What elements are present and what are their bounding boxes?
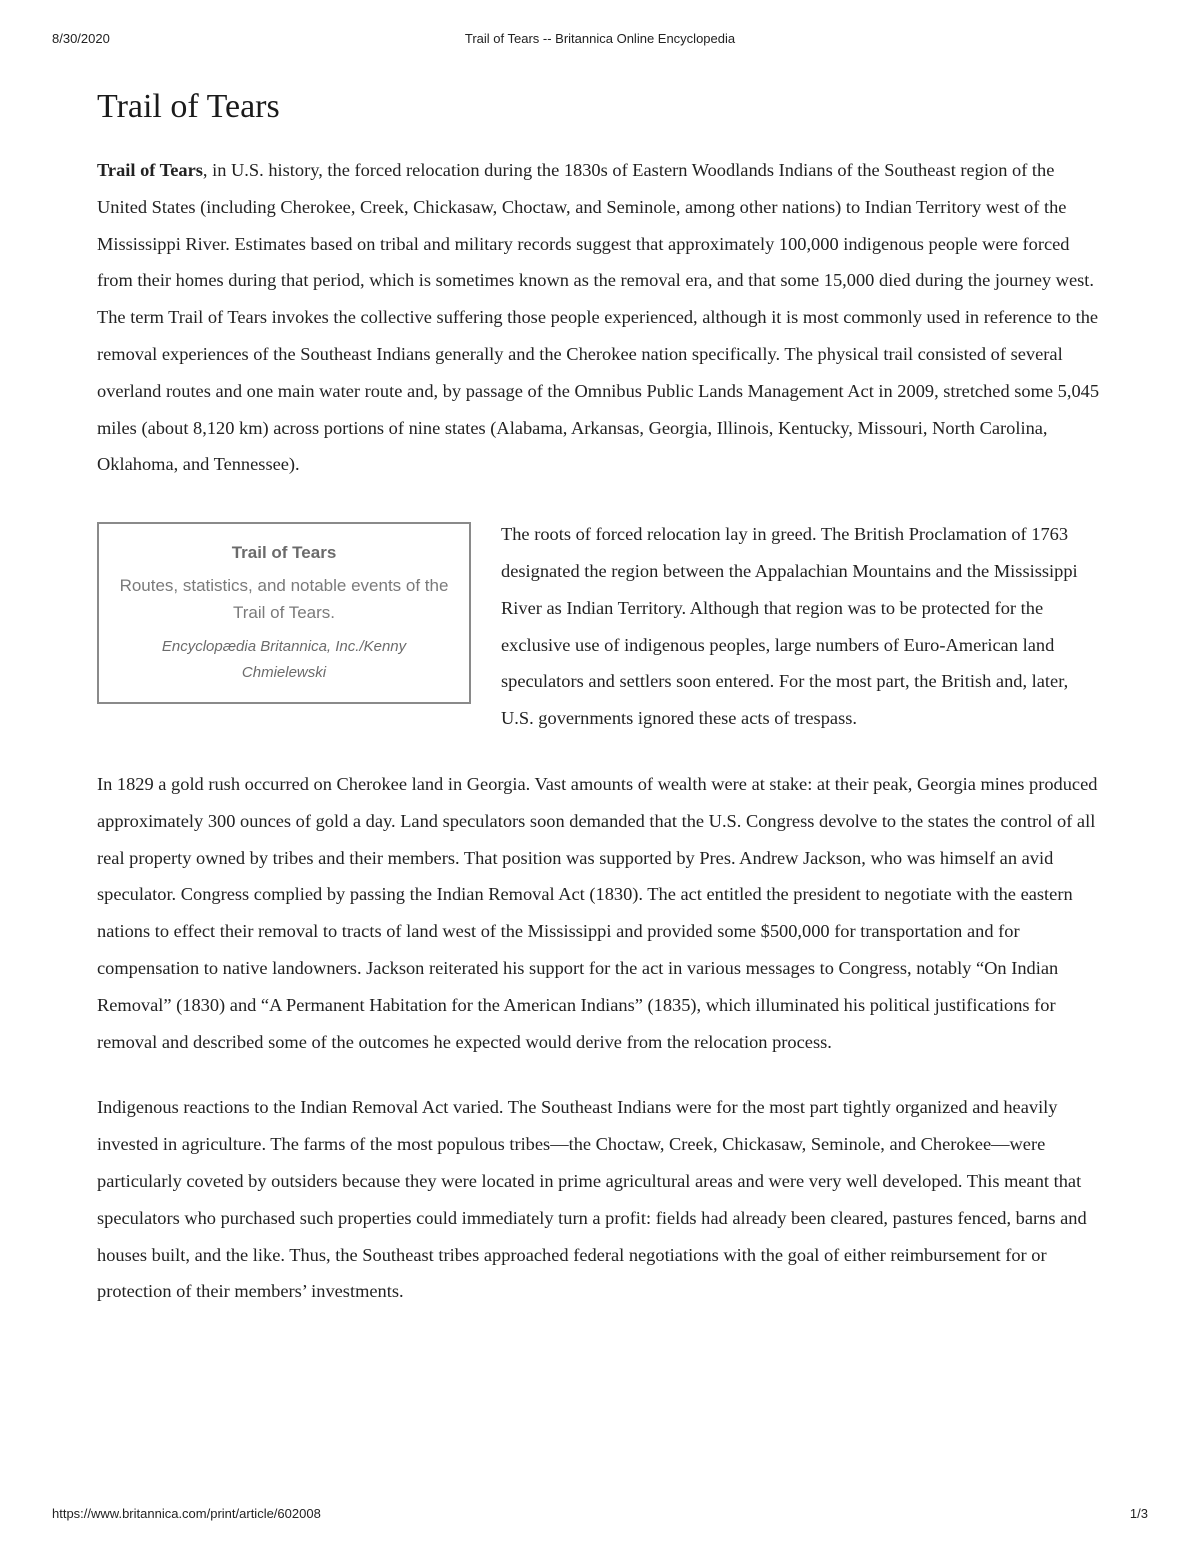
paragraph-reactions: Indigenous reactions to the Indian Removal Act varied. The Southeast Indians were for the most part tightly organized and heavily invested in agriculture. The farms of the most populous tribes—the Choctaw, Creek, Chickasaw, Seminole, and Cherokee—were particularly coveted by outsiders because they were located in prime agricultural areas and were very well developed. This meant that speculators who purchased such properties could immediately turn a profit: fields had already been cleared, pastures fenced, barns and houses built, and the like. Thus, the Southeast tribes approached federal negotiations with the goal of either reimbursement for or protection of their members’ investments. xyxy=(97,1097,1087,1302)
media-title: Trail of Tears xyxy=(231,543,337,563)
media-credit: Encyclopædia Britannica, Inc./Kenny Chmielewski xyxy=(161,638,407,682)
article-title: Trail of Tears xyxy=(97,88,280,125)
print-date: 8/30/2020 xyxy=(52,31,110,46)
print-url: https://www.britannica.com/print/article/602008 xyxy=(52,1506,321,1521)
lead-text: , in U.S. history, the forced relocation during the 1830s of Eastern Woodlands Indians of the Southeast region of the United States (including Cherokee, Creek, Chickasaw, Choctaw, and Seminole, among other nations) to Indian Territory west of the Mississippi River. Estimates based on tribal and military records suggest that approximately 100,000 indigenous people were forced from their homes during that period, which is sometimes known as the removal era, and that some 15,000 died during the journey west. The term Trail of Tears invokes the collective suffering those people experienced, although it is most commonly used in reference to the removal experiences of the Southeast Indians generally and the Cherokee nation specifically. The physical trail consisted of several overland routes and one main water route and, by passage of the Omnibus Public Lands Management Act in 2009, stretched some 5,045 miles (about 8,120 km) across portions of nine states (Alabama, Arkansas, Georgia, Illinois, Kentucky, Missouri, North Carolina, Oklahoma, and Tennessee). xyxy=(97,160,1100,475)
lead-paragraph xyxy=(97,152,1103,483)
page-number: 1/3 xyxy=(1129,1506,1148,1521)
paragraph-roots: The roots of forced relocation lay in greed. The British Proclamation of 1763 designated the region between the Appalachian Mountains and the Mississippi River as Indian Territory. Although that region was to be protected for the exclusive use of indigenous peoples, large numbers of Euro-American land speculators and settlers soon entered. For the most part, the British and, later, U.S. governments ignored these acts of trespass. xyxy=(501,524,1078,729)
media-thumbnail-box[interactable] xyxy=(97,522,471,704)
print-page-title: Trail of Tears -- Britannica Online Encyclopedia xyxy=(464,31,736,46)
paragraph-gold-rush: In 1829 a gold rush occurred on Cherokee land in Georgia. Vast amounts of wealth were at stake: at their peak, Georgia mines produced approximately 300 ounces of gold a day. Land speculators soon demanded that the U.S. Congress devolve to the states the control of all real property owned by tribes and their members. That position was supported by Pres. Andrew Jackson, who was himself an avid speculator. Congress complied by passing the Indian Removal Act (1830). The act entitled the president to negotiate with the eastern nations to effect their removal to tracts of land west of the Mississippi and provided some $500,000 for transportation and for compensation to native landowners. Jackson reiterated his support for the act in various messages to Congress, notably “On Indian Removal” (1830) and “A Permanent Habitation for the American Indians” (1835), which illuminated his political justifications for removal and described some of the outcomes he expected would derive from the relocation process. xyxy=(97,773,1098,1052)
print-header xyxy=(52,31,1148,49)
print-footer xyxy=(52,1506,1148,1524)
lead-term: Trail of Tears xyxy=(97,160,203,180)
media-caption: Routes, statistics, and notable events of the Trail of Tears. xyxy=(119,576,449,623)
article-body xyxy=(97,84,1103,1339)
